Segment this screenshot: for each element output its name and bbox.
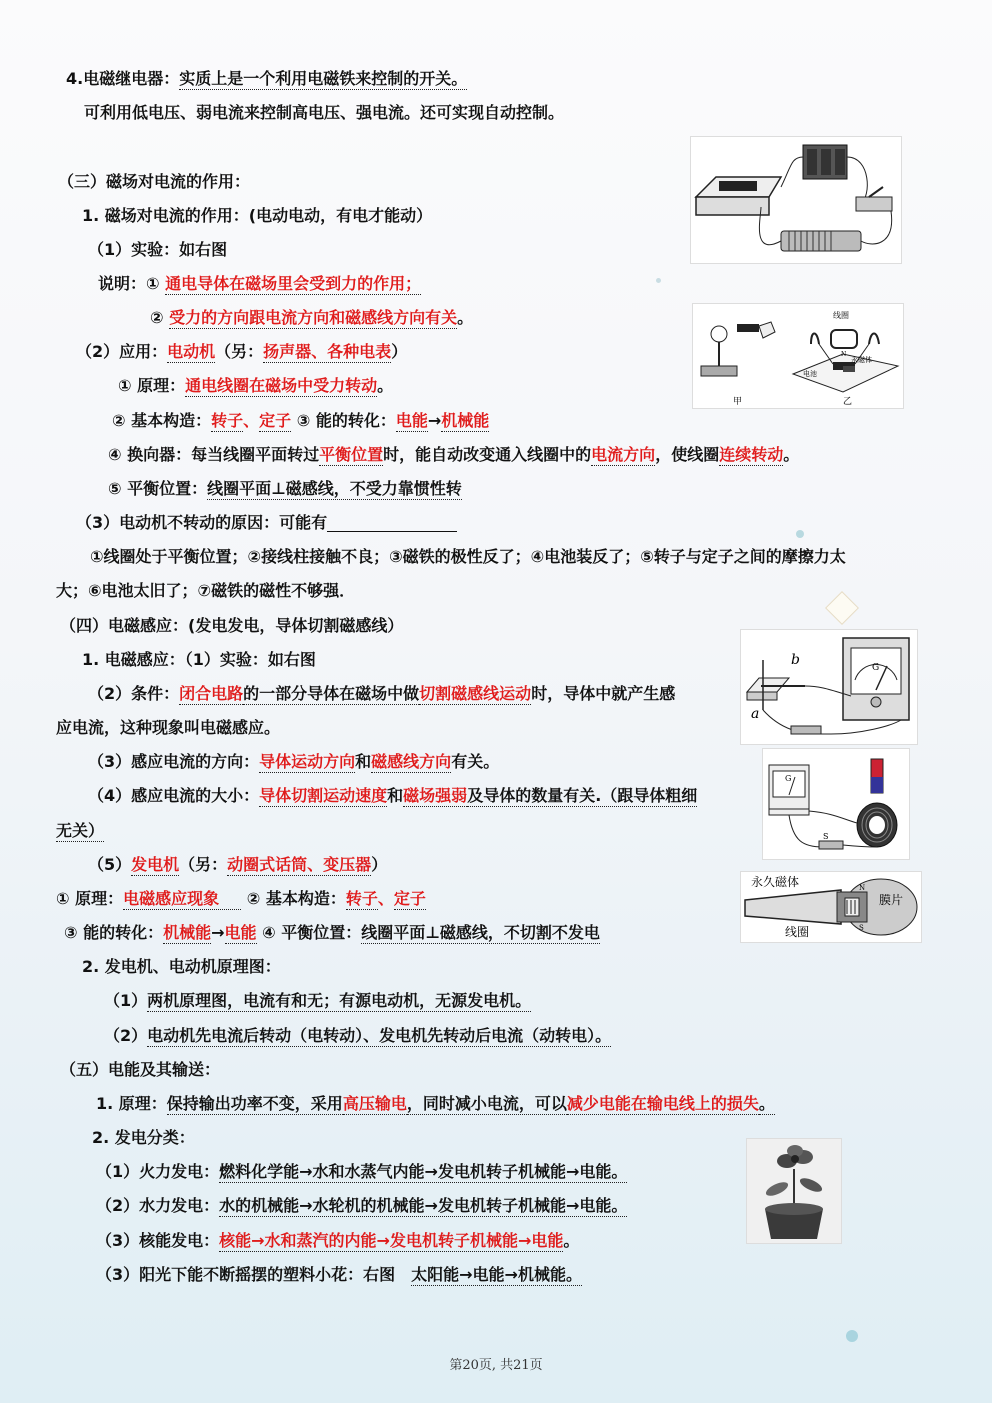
cond-b: 的一部分导体在磁场中做	[243, 684, 420, 703]
induction-diagram	[741, 630, 917, 744]
principle-label: ① 原理：	[118, 376, 186, 395]
fig5-film-label: 膜片	[879, 893, 904, 907]
size-d: 无关）	[56, 821, 105, 840]
fail-reasons-1: ①线圈处于平衡位置；②接线柱接触不良；③磁铁的极性反了；④电池装反了；⑤转子与定子之间的摩擦力太	[90, 547, 846, 566]
explain-2-num: ②	[150, 308, 170, 327]
cond-label: （2）条件：	[88, 684, 180, 703]
motor-principle: 通电线圈在磁场中受力转动	[185, 376, 378, 395]
size-a: 导体切割运动速度	[259, 786, 388, 805]
explain-label: 说明：①	[98, 274, 166, 293]
motor-stator: 定子	[259, 411, 292, 430]
generator-line	[88, 853, 387, 877]
app-motor: 电动机	[167, 342, 216, 361]
cond-d: 时，导体中就产生感	[531, 684, 676, 703]
fig3-g-label: G	[872, 663, 880, 673]
fail-line	[76, 511, 457, 535]
coil-diagram	[763, 749, 909, 859]
size-c: 及导体的数量有关.（跟导体粗细	[467, 786, 698, 805]
water-line	[96, 1194, 627, 1218]
sec4-p1: 1. 电磁感应：（1）实验：如右图	[82, 650, 316, 669]
water-label: （2）水力发电：	[96, 1196, 220, 1215]
motor-principle-line	[118, 374, 393, 398]
fig4-g-label: G	[785, 774, 792, 783]
direction-line	[88, 750, 499, 774]
sec3-p1: 1. 磁场对电流的作用：(电动电动，有电才能动）	[82, 206, 433, 225]
condition-line	[88, 682, 675, 706]
relay-definition: 实质上是一个利用电磁铁来控制的开关。	[179, 69, 468, 88]
app-label: （2）应用：	[76, 342, 168, 361]
decor-dot	[796, 530, 804, 538]
sec4-p2: 2. 发电机、电动机原理图：	[82, 957, 281, 976]
size-label: （4）感应电流的大小：	[88, 786, 260, 805]
gen-principle-line	[56, 887, 426, 911]
fig5-n-label: N	[859, 884, 866, 892]
period: 。	[457, 308, 474, 327]
app-other: 扬声器、各种电表	[263, 342, 392, 361]
gen-label: （5）	[88, 855, 132, 874]
sec4-heading: （四）电磁感应：(发电发电，导体切割磁感线）	[60, 616, 404, 635]
nuc-label: （3）核能发电：	[96, 1231, 220, 1250]
cond-a: 闭合电路	[179, 684, 244, 703]
size-line-2	[56, 819, 104, 843]
comm-label: ④ 换向器：	[108, 445, 192, 464]
figure-experiment-circuit	[690, 136, 902, 264]
flower-photo	[747, 1139, 841, 1243]
bal-label: ⑤ 平衡位置：	[108, 479, 208, 498]
app-other-label: （另：	[215, 342, 264, 361]
sec3-heading: （三）磁场对电流的作用：	[58, 172, 251, 191]
ge-to: 电能	[224, 923, 257, 942]
circuit-diagram	[691, 137, 901, 263]
sun-line	[96, 1263, 582, 1287]
p1-b: 高压输电	[342, 1094, 407, 1113]
gp: 电磁感应现象	[123, 889, 241, 910]
energy-to: 机械能	[441, 411, 490, 430]
fail-label: （3）电动机不转动的原因：可能有	[76, 513, 328, 532]
gs-sep: 、	[377, 889, 394, 908]
fig2-right-label: 乙	[843, 397, 853, 407]
period: 。	[377, 376, 394, 395]
gp-label: ① 原理：	[56, 889, 124, 908]
fig2-n-label: N	[841, 351, 847, 358]
decor-dot	[846, 1330, 858, 1342]
motor-structure-line	[112, 409, 489, 433]
figure-induction-experiment	[740, 629, 918, 745]
motor-model-diagram	[693, 304, 903, 408]
fire: 燃料化学能→水和水蒸气内能→发电机转子机械能→电能。	[219, 1162, 628, 1181]
gb: 线圈平面⊥磁感线，不切割不发电	[361, 923, 600, 942]
decor-dot	[656, 278, 661, 283]
fire-label: （1）火力发电：	[96, 1162, 220, 1181]
sec3-experiment: （1）实验：如右图	[88, 240, 228, 259]
fig2-coil-label: 线圈	[833, 311, 849, 320]
p1-d: 减少电能在输电线上的损失	[566, 1094, 759, 1113]
dir-a: 导体运动方向	[259, 752, 356, 771]
nuclear-line	[96, 1229, 579, 1253]
relay-line	[66, 67, 467, 91]
figure-solar-flower-photo	[746, 1138, 842, 1244]
relay-title: 4.电磁继电器：	[66, 69, 180, 88]
sec3-explain2-line	[150, 306, 473, 330]
comm-b: 平衡位置	[319, 445, 384, 464]
gen-other: 动圈式话筒、变压器	[227, 855, 372, 874]
p2b-label: （2）	[104, 1026, 148, 1045]
motor-rotor: 转子	[211, 411, 244, 430]
p2a-line	[104, 989, 531, 1013]
p2a-label: （1）	[104, 991, 148, 1010]
size-and: 和	[387, 786, 404, 805]
commutator-line	[108, 443, 799, 467]
fail-reasons-2: 大；⑥电池太旧了；⑦磁铁的磁性不够强．	[56, 581, 356, 600]
microphone-diagram	[741, 872, 921, 942]
p2b: 电动机先电流后转动（电转动）、发电机先转动后电流（动转电）。	[147, 1026, 612, 1045]
p1-a: 保持输出功率不变，采用	[166, 1094, 343, 1113]
ge-from: 机械能	[163, 923, 212, 942]
nuc-end: 。	[563, 1231, 580, 1250]
water: 水的机械能→水轮机的机械能→发电机转子机械能→电能。	[219, 1196, 628, 1215]
comm-e: ，使线圈	[655, 445, 720, 464]
ge-label: ③ 能的转化：	[64, 923, 164, 942]
p1-label: 1. 原理：	[96, 1094, 167, 1113]
sec5-heading: （五）电能及其输送：	[60, 1060, 221, 1079]
gen-close: ）	[371, 855, 388, 874]
fig5-magnet-label: 永久磁体	[751, 875, 800, 889]
sun-label: （3）阳光下能不断摇摆的塑料小花：右图	[96, 1265, 412, 1284]
p2a: 两机原理图，电流有和无；有源电动机，无源发电机。	[147, 991, 532, 1010]
page-footer: 第20页, 共21页	[449, 1358, 543, 1373]
gb-label: ④ 平衡位置：	[262, 923, 362, 942]
ge-arrow: →	[211, 923, 225, 942]
fig5-s-label: S	[859, 924, 864, 932]
figure-coil-galvanometer	[762, 748, 910, 860]
gen: 发电机	[131, 855, 180, 874]
fire-line	[96, 1160, 627, 1184]
condition-line-2: 应电流，这种现象叫电磁感应。	[56, 718, 281, 737]
fig2-battery-label: 电池	[803, 370, 817, 378]
gen-energy-line	[64, 921, 600, 945]
gs-label: ② 基本构造：	[246, 889, 346, 908]
fail-blank	[327, 515, 457, 532]
energy-from: 电能	[395, 411, 428, 430]
fig2-magnet-label: 永磁体	[851, 356, 872, 364]
energy-arrow: →	[427, 411, 442, 430]
bal-text: 线圈平面⊥磁感线，不受力靠惯性转	[207, 479, 462, 498]
p1-e: 。	[758, 1094, 775, 1113]
figure-dynamic-microphone	[740, 871, 922, 943]
gs-stator: 定子	[393, 889, 426, 908]
fig4-s-label: S	[823, 832, 829, 841]
gs-rotor: 转子	[345, 889, 378, 908]
explain-2: 受力的方向跟电流方向和磁感线方向有关	[169, 308, 458, 327]
energy-label: ③ 能的转化：	[296, 411, 396, 430]
sec5-p1	[96, 1092, 775, 1116]
relay-use-text: 可利用低电压、弱电流来控制高电压、强电流。还可实现自动控制。	[84, 103, 565, 122]
balance-line	[108, 477, 462, 501]
dir-end: 有关。	[451, 752, 500, 771]
comm-c: 时，能自动改变通入线圈中的	[383, 445, 592, 464]
sec3-explain1-line	[98, 272, 421, 296]
comm-a: 每当线圈平面转过	[191, 445, 320, 464]
nuc: 核能→水和蒸汽的内能→发电机转子机械能→电能	[219, 1231, 564, 1250]
sec5-p2: 2. 发电分类：	[92, 1128, 195, 1147]
explain-1: 通电导体在磁场里会受到力的作用；	[165, 274, 422, 293]
dir-b: 磁感线方向	[371, 752, 452, 771]
decor-diamond	[825, 591, 859, 625]
dir-and: 和	[355, 752, 372, 771]
figure-motor-models	[692, 303, 904, 409]
size-line	[88, 784, 697, 808]
cond-c: 切割磁感线运动	[419, 684, 532, 703]
app-close: ）	[391, 342, 408, 361]
gen-other-label: （另：	[179, 855, 228, 874]
struct-label: ② 基本构造：	[112, 411, 212, 430]
relay-use	[84, 101, 564, 125]
sec3-application-line	[76, 340, 407, 364]
fig3-b-label: b	[791, 652, 800, 668]
fig3-a-label: a	[751, 706, 760, 722]
size-b: 磁场强弱	[403, 786, 468, 805]
comm-d: 电流方向	[591, 445, 656, 464]
struct-sep: 、	[243, 411, 260, 430]
sun: 太阳能→电能→机械能。	[411, 1265, 582, 1284]
p1-c: ，同时减小电流，可以	[406, 1094, 567, 1113]
fig5-coil-label: 线圈	[785, 925, 810, 939]
fig2-left-label: 甲	[733, 397, 743, 407]
dir-label: （3）感应电流的方向：	[88, 752, 260, 771]
period: 。	[783, 445, 800, 464]
comm-f: 连续转动	[719, 445, 784, 464]
p2b-line	[104, 1024, 611, 1048]
